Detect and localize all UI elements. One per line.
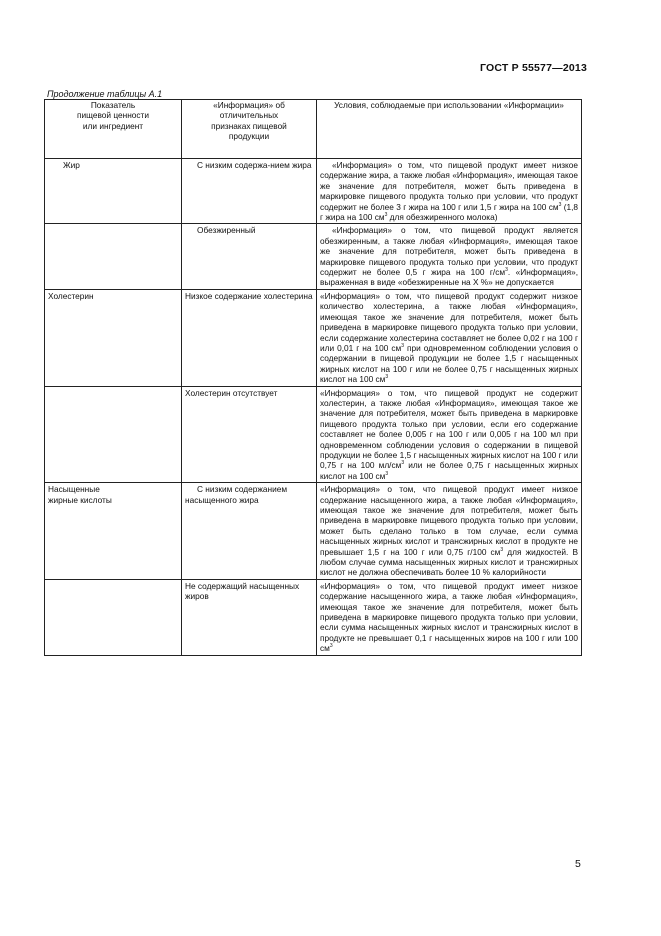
condition-cell: «Информация» о том, что пищевой продукт имеет низкое содержание насыщенного жира, а также любая «Информация», имеющая такое же значение для потребителя, может быть приведена в маркировке пищевого продукта только при условии, если сумма насыщенных жирных кислот и трансжирных кислот в продукте не превышает 0,1 г насыщенных жиров на 100 г или 100 $см^3$ — [317, 579, 582, 655]
information-cell: Не содержащий насыщенных жиров — [182, 579, 317, 655]
information-cell: С низким содержа-нием жира — [182, 159, 317, 224]
indicator-fat: Жир — [63, 160, 80, 170]
page-number: 5 — [575, 858, 581, 870]
condition-cell: «Информация» о том, что пищевой продукт является обезжиренным, а также любая «Информация», имеющая такое же значение для потребителя, может быть приведена в маркировке пищевого продукта только при условии, что продукт содержит не более 0,5 г жира на 100 $г/см^3$. «Информация», выраженная в виде «обезжиренные на X %» не допускается — [317, 224, 582, 289]
information-cell: Обезжиренный — [182, 224, 317, 289]
column-header-conditions: Условия, соблюдаемые при использовании «Информации» — [317, 100, 582, 159]
table-caption: Продолжение таблицы А.1 — [47, 89, 163, 99]
indicator-cell — [45, 224, 182, 289]
indicator-cell — [45, 289, 182, 386]
table-row — [45, 579, 582, 655]
indicator-cell — [45, 483, 182, 580]
table-row — [45, 289, 582, 386]
indicator-cholesterol: Холестерин — [48, 290, 94, 301]
indicator-cell — [45, 579, 182, 655]
table-row — [45, 224, 582, 289]
document-code: ГОСТ Р 55577—2013 — [479, 62, 587, 74]
column-header-information: «Информация» об отличительных признаках пищевой продукции — [182, 100, 317, 159]
table-row — [45, 386, 582, 483]
information-cell: Холестерин отсутствует — [182, 386, 317, 483]
condition-cell: «Информация» о том, что пищевой продукт имеет низкое содержание жира, а также любая «Информация», имеющая такое же значение для потребителя, может быть приведена в маркировке пищевого продукта только при условии, что продукт содержит не более 3 г жира на 100 г или 1,5 г жира на 100 $см^3$ (1,8 г жира на 100 $см^3$ для обезжиренного молока) — [317, 159, 582, 224]
requirements-table — [44, 99, 582, 656]
indicator-cell — [45, 159, 182, 224]
table-header-row — [45, 100, 582, 159]
indicator-cell — [45, 386, 182, 483]
condition-cell: «Информация» о том, что пищевой продукт имеет низкое содержание насыщенного жира, а также любая «Информация», имеющая такое же значение для потребителя, может быть приведена в маркировке пищевого продукта только при условии, может быть сделано только в том случае, если сумма насыщенных жирных кислот и трансжирных кислот в продукте не превышает 1,5 г на 100 г или 0,75 г/100 $см^3$ для жидкостей. В любом случае сумма насыщенных жирных кислот и трансжирных кислот не должна обеспечивать более 10 % калорийности — [317, 483, 582, 580]
condition-cell: «Информация» о том, что пищевой продукт содержит низкое количество холестерина, а также любая «Информация», имеющая такое же значение для потребителя, может быть приведена в маркировке пищевого продукта только при условии, если содержание холестерина составляет не более 0,02 г на 100 г или 0,01 г на 100 $см^3$ при одновременном соблюдении условия о содержании в пищевой продукции не более 1,5 г насыщенных жирных кислот на 100 г или не более 0,75 г насыщенных жирных кислот на 100 $см^3$ — [317, 289, 582, 386]
table-row — [45, 483, 582, 580]
column-header-indicator: Показатель пищевой ценности или ингредиент — [45, 100, 182, 159]
information-cell: С низким содержанием насыщенного жира — [182, 483, 317, 580]
table-row — [45, 159, 582, 224]
indicator-saturated-fatty-acids: Насыщенные жирные кислоты — [48, 484, 112, 505]
information-cell: Низкое содержание холестерина — [182, 289, 317, 386]
condition-cell: «Информация» о том, что пищевой продукт не содержит холестерин, а также любая «Информация», имеющая такое же значение для потребителя, может быть приведена в маркировке пищевого продукта только при условии, если его содержание составляет не более 0,005 г на 100 г или 0,005 г на 100 мл при одновременном соблюдении условия о содержании в пищевой продукции не более 1,5 г насыщенных жирных кислот на 100 г или 0,75 г на 100 $мл/см^3$ или не более 0,75 г насыщенных жирных кислот на 100 $см^3$ — [317, 386, 582, 483]
